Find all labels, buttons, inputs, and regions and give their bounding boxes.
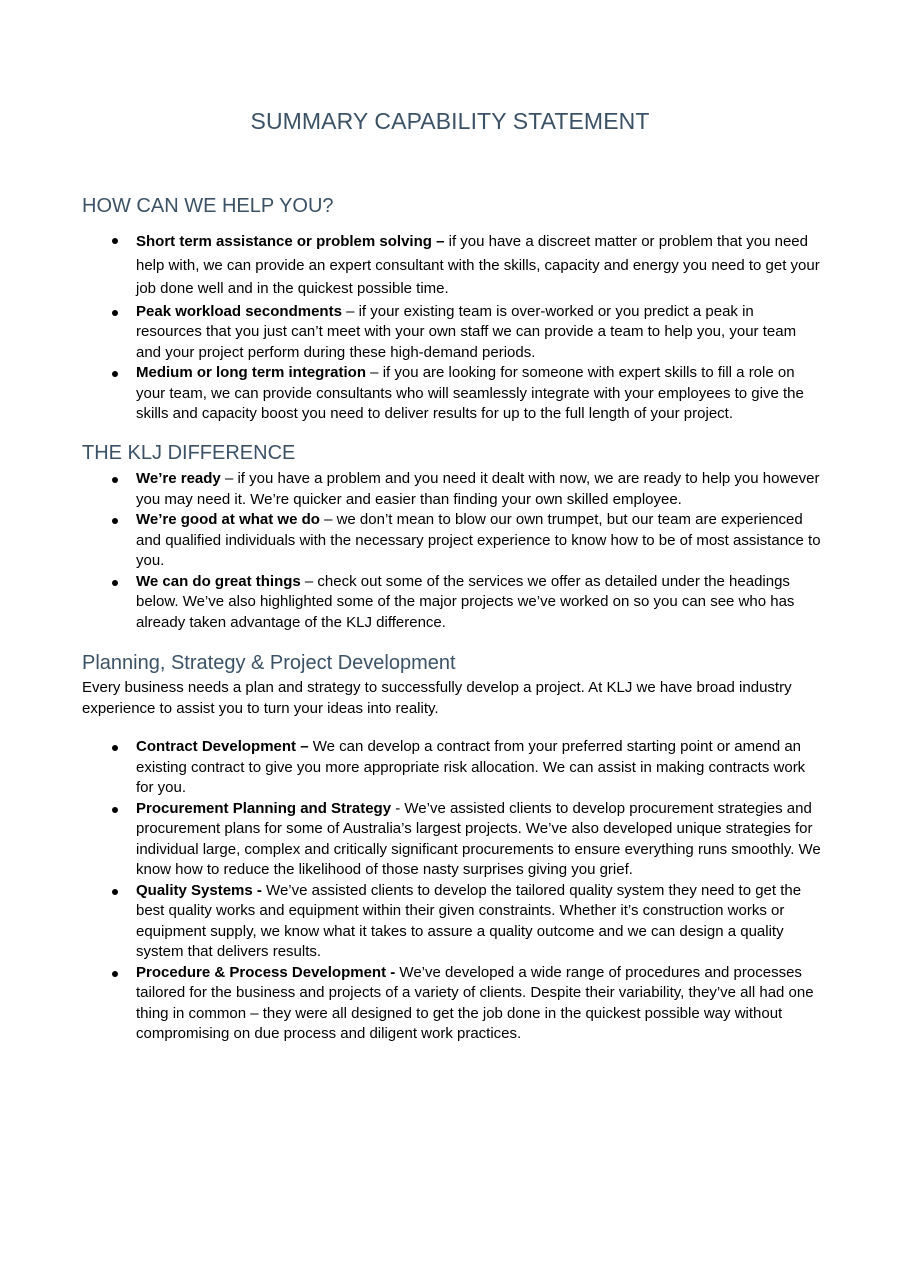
item-lead: We’re good at what we do — [136, 511, 320, 528]
difference-list — [82, 469, 822, 633]
item-lead: Contract Development – — [136, 738, 309, 755]
bullet-icon — [112, 745, 118, 751]
section-heading-help: HOW CAN WE HELP YOU? — [82, 195, 334, 217]
item-text: We can develop a contract from your preferred starting point or amend an existing contract to give you more appropriate risk allocation. We can assist in making contracts work for you. — [136, 738, 806, 796]
planning-list — [82, 737, 822, 1045]
item-text: We’ve assisted clients to develop the tailored quality system they need to get the best quality works and equipment within their given constraints. Whether it’s construction works or equipment supply, we know what it takes to assure a quality outcome and we can design a quality system that delivers results. — [136, 881, 802, 960]
list-item — [82, 230, 822, 301]
item-lead: Peak workload secondments — [136, 302, 342, 320]
bullet-icon — [112, 807, 118, 813]
item-text: We’ve developed a wide range of procedures and processes tailored for the business and projects of a variety of clients. Despite their variability, they’ve all had one thing in common – they were all designed to get the job done in the quickest possible way without compromising on due process and diligent work practices. — [136, 963, 814, 1042]
list-item — [82, 510, 822, 572]
list-item — [82, 469, 822, 510]
list-item — [82, 737, 822, 799]
item-text: – if you have a problem and you need it dealt with now, we are ready to help you however you may need it. We’re quicker and easier than finding your own skilled employee. — [136, 470, 820, 508]
list-item — [82, 302, 822, 364]
item-text: – if you are looking for someone with expert skills to fill a role on your team, we can provide consultants who will seamlessly integrate with your employees to give the skills and capacity boost you need to deliver results for up to the full length of your project. — [136, 364, 804, 422]
document-title: SUMMARY CAPABILITY STATEMENT — [250, 108, 650, 134]
item-lead: Medium or long term integration — [136, 364, 367, 381]
list-item — [82, 363, 822, 425]
item-lead: We can do great things — [136, 572, 301, 590]
bullet-icon — [112, 371, 118, 377]
planning-intro: Every business needs a plan and strategy to successfully develop a project. At KLJ we have broad industry experience to assist you to turn your ideas into reality. — [82, 679, 792, 717]
item-text: – if your existing team is over-worked or you predict a peak in resources that you just can’t meet with your own staff we can provide a team to help you, your team and your project perform during these high-demand periods. — [136, 302, 797, 361]
item-text: if you have a discreet matter or problem that you need help with, we can provide an expert consultant with the skills, capacity and energy you need to get your job done well and in the quickest possible time. — [136, 233, 820, 297]
bullet-icon — [112, 310, 118, 316]
list-item — [82, 963, 822, 1045]
bullet-icon — [112, 889, 118, 895]
item-lead: Procurement Planning and Strategy — [136, 799, 392, 817]
section-heading-planning: Planning, Strategy & Project Development — [82, 652, 456, 674]
item-text: – we don’t mean to blow our own trumpet, but our team are experienced and qualified individuals with the necessary project experience to know how to be of most assistance to you. — [136, 511, 821, 569]
item-text: – check out some of the services we offer as detailed under the headings below. We’ve also highlighted some of the major projects we’ve worked on so you can see who has already taken advantage of the KLJ difference. — [136, 572, 795, 631]
list-item — [82, 881, 822, 963]
bullet-icon — [112, 971, 118, 977]
bullet-icon — [112, 580, 118, 586]
list-item — [82, 799, 822, 881]
item-text: - We’ve assisted clients to develop procurement strategies and procurement plans for some of Australia’s largest projects. We’ve also developed unique strategies for individual large, complex and critically significant procurements to ensure everything runs smoothly. We know how to reduce the likelihood of those nasty surprises giving you grief. — [136, 799, 821, 878]
bullet-icon — [112, 238, 118, 244]
bullet-icon — [112, 477, 118, 483]
item-lead: We’re ready — [136, 470, 221, 487]
help-list — [82, 230, 822, 425]
list-item — [82, 572, 822, 634]
item-lead: Procedure & Process Development - — [136, 963, 396, 981]
item-lead: Quality Systems - — [136, 881, 262, 899]
section-heading-difference: THE KLJ DIFFERENCE — [82, 442, 296, 464]
item-lead: Short term assistance or problem solving – — [136, 233, 445, 250]
bullet-icon — [112, 518, 118, 524]
